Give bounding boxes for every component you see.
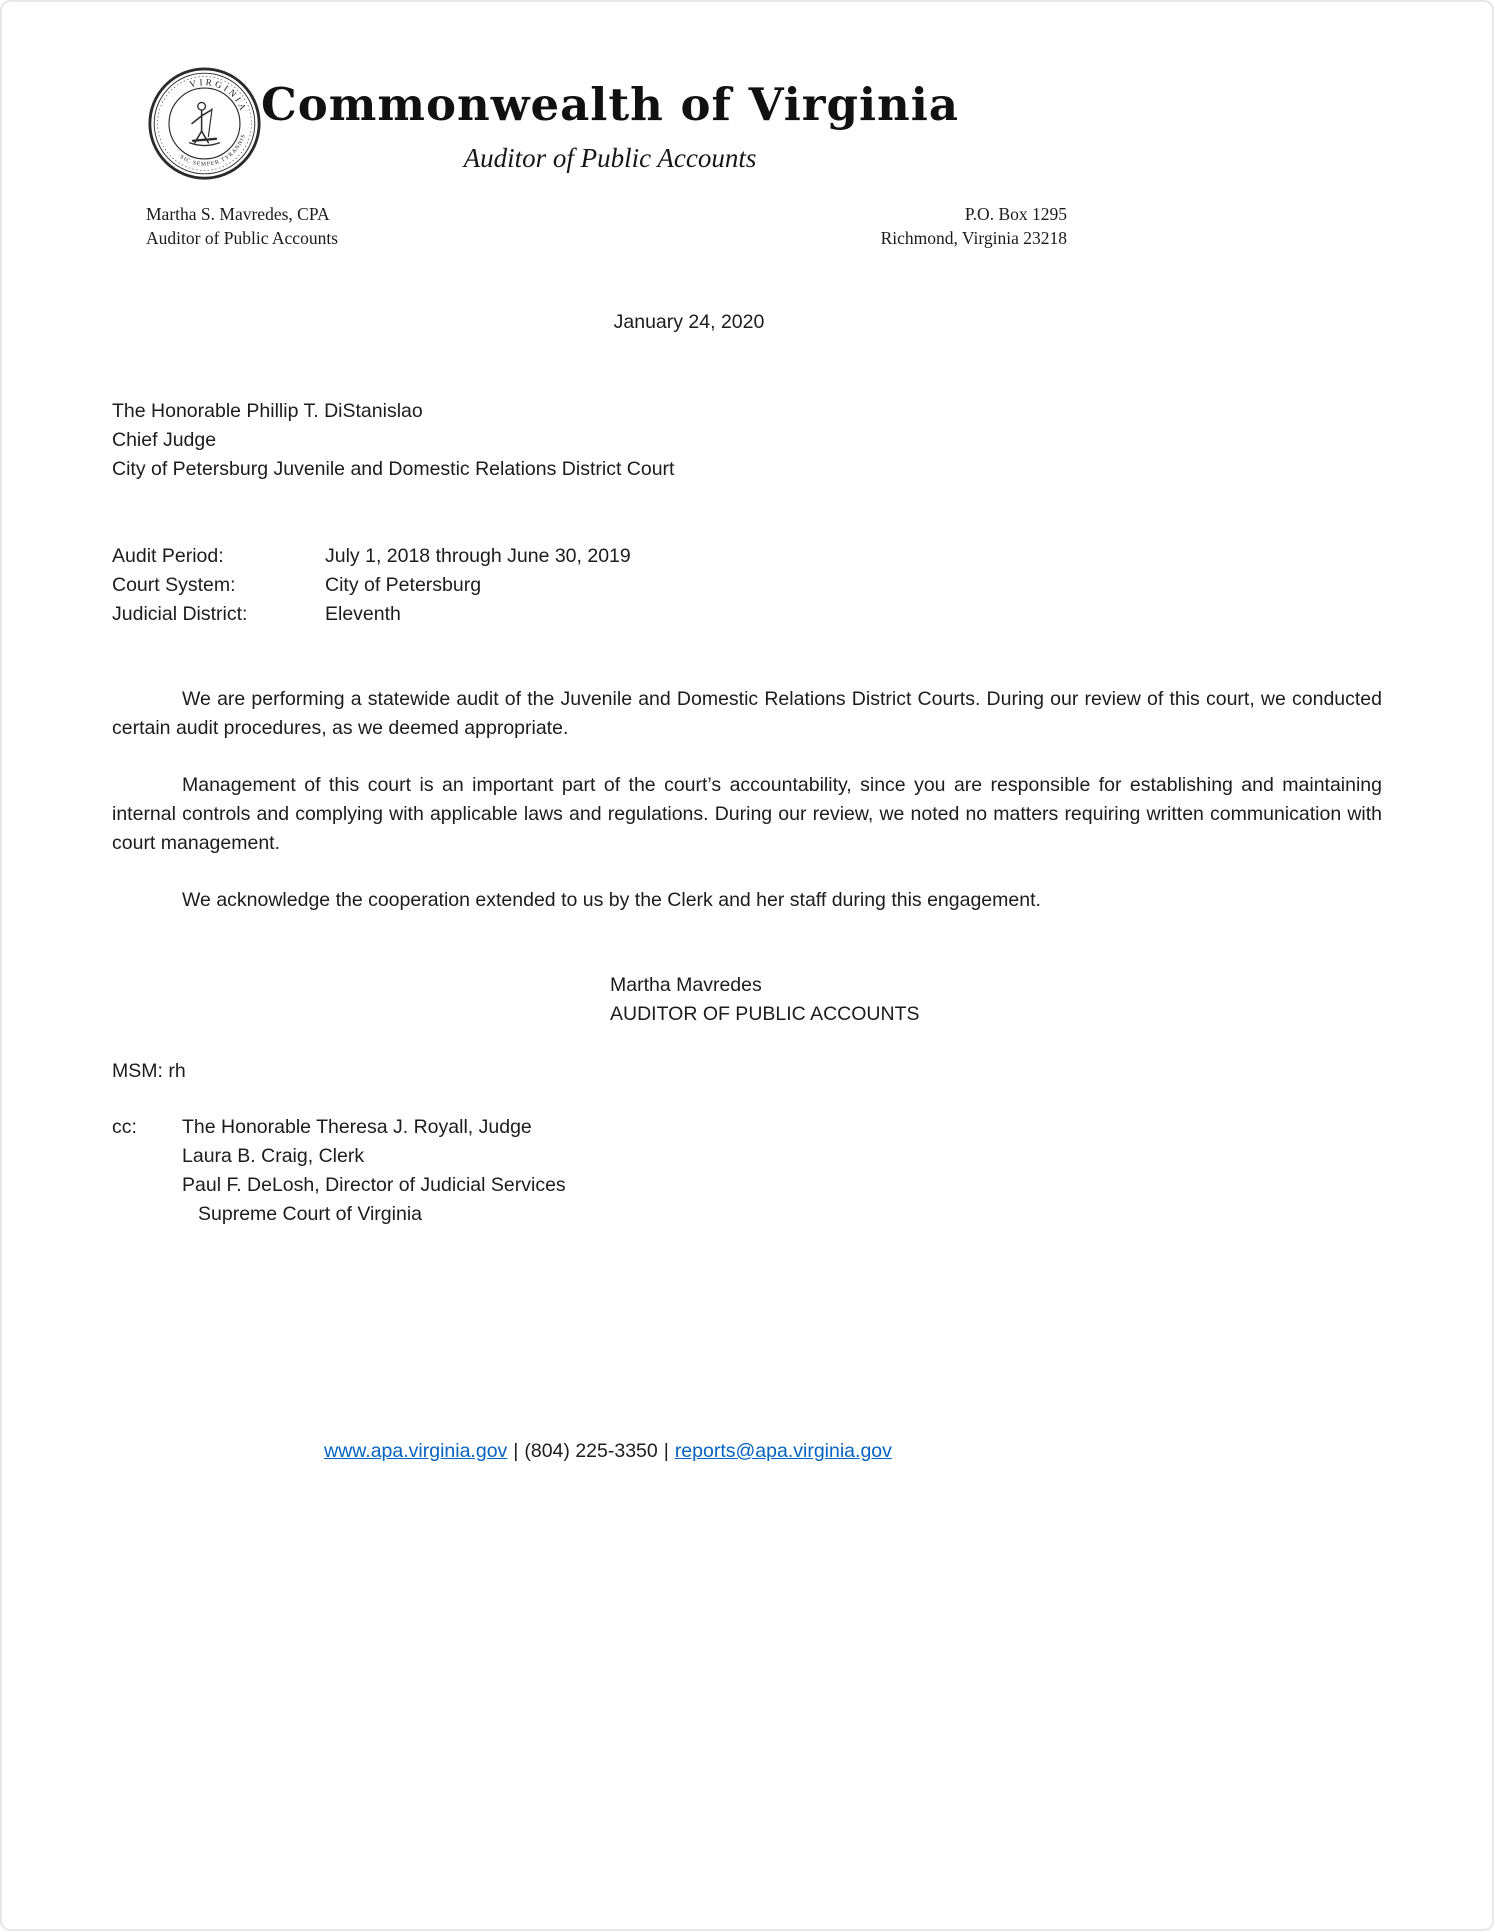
recipient-name: The Honorable Phillip T. DiStanislao (112, 400, 423, 422)
paragraph-3: We acknowledge the cooperation extended to us by the Clerk and her staff during this engagement. (182, 889, 1041, 911)
footer-separator: | (513, 1440, 519, 1462)
auditor-name-block (146, 202, 338, 250)
cc-item: Paul F. DeLosh, Director of Judicial Services (182, 1174, 566, 1196)
city-state-zip: Richmond, Virginia 23218 (880, 228, 1067, 248)
cc-item: The Honorable Theresa J. Royall, Judge (182, 1116, 532, 1138)
paragraph-2: Management of this court is an important part of the court’s accountability, since you are responsible for establishing and maintaining internal controls and complying with applicable laws and regulations. During our review, we noted no matters requiring written communication with court management. (112, 774, 1382, 854)
judicial-district-row (112, 600, 1382, 629)
audit-period-value: July 1, 2018 through June 30, 2019 (325, 545, 631, 567)
letterhead (112, 64, 1382, 196)
judicial-district-value: Eleventh (325, 603, 401, 625)
signature-block (610, 971, 1382, 1029)
recipient-title: Chief Judge (112, 429, 217, 451)
signature-title: AUDITOR OF PUBLIC ACCOUNTS (610, 1003, 920, 1025)
audit-period-row (112, 542, 1382, 571)
court-system-label: Court System: (112, 574, 236, 596)
cc-label: cc: (112, 1116, 137, 1138)
recipient-court: City of Petersburg Juvenile and Domestic Relations District Court (112, 458, 675, 480)
court-system-value: City of Petersburg (325, 574, 482, 596)
letter-paragraphs (112, 685, 1382, 915)
cc-item: Laura B. Craig, Clerk (182, 1145, 365, 1167)
signature-name: Martha Mavredes (610, 974, 762, 996)
address-block (881, 202, 1067, 250)
cc-item: Supreme Court of Virginia (198, 1203, 423, 1225)
letterhead-contact (112, 202, 1382, 250)
org-title: Commonwealth of Virginia (260, 78, 960, 131)
audit-info-block (112, 542, 1382, 629)
audit-period-label: Audit Period: (112, 545, 224, 567)
svg-text:SIC SEMPER TYRANNIS: SIC SEMPER TYRANNIS (178, 133, 248, 168)
letter-date: January 24, 2020 (613, 311, 765, 333)
phone-number: (804) 225-3350 (524, 1440, 658, 1462)
org-subtitle: Auditor of Public Accounts (463, 143, 757, 173)
virginia-state-seal-icon (147, 66, 262, 181)
auditor-name: Martha S. Mavredes, CPA (146, 204, 330, 224)
cc-list (182, 1113, 1382, 1229)
paragraph-1: We are performing a statewide audit of the Juvenile and Domestic Relations District Courts. During our review of this court, we conducted certain audit procedures, as we deemed appropriate. (112, 688, 1382, 739)
reference-initials: MSM: rh (112, 1060, 186, 1082)
letter-footer (112, 1440, 1104, 1463)
letter-body (112, 308, 1382, 1229)
court-system-row (112, 571, 1382, 600)
auditor-title: Auditor of Public Accounts (146, 228, 338, 248)
email-link[interactable]: reports@apa.virginia.gov (674, 1440, 892, 1462)
po-box: P.O. Box 1295 (964, 204, 1067, 224)
svg-text:VIRGINIA: VIRGINIA (188, 76, 250, 115)
judicial-district-label: Judicial District: (112, 603, 248, 625)
footer-separator: | (663, 1440, 669, 1462)
website-link[interactable]: www.apa.virginia.gov (324, 1440, 508, 1462)
cc-block (112, 1113, 1382, 1229)
recipient-block (112, 397, 1382, 484)
